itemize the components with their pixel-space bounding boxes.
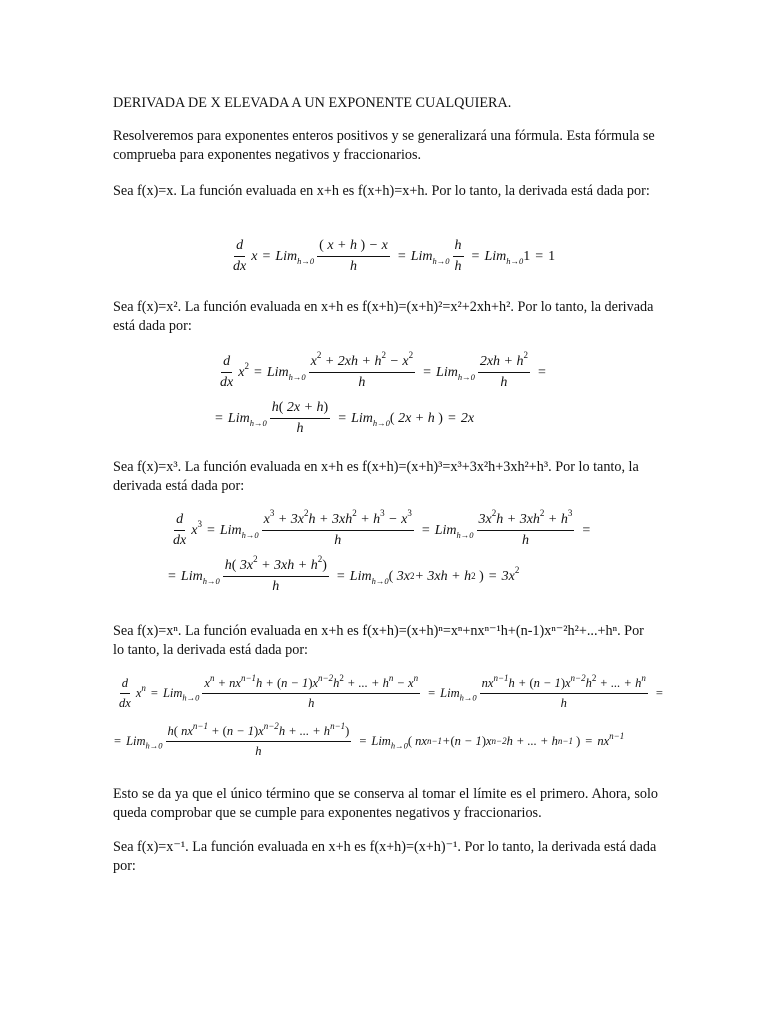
equation-power-2-line-2: = Lim$_{h\to 0}$ $\frac{h( 2x + h)}{h}$ = Lim$_{h\to 0}$ ( 2x + h ) = 2x xyxy=(215,400,475,436)
paragraph-power-3: Sea f(x)=x³. La función evaluada en x+h es f(x+h)=(x+h)³=x³+3x²h+3xh²+h³. Por lo tanto, la derivada está dada por: xyxy=(113,459,639,494)
equation-power-n-line-1: $\frac{d}{dx}$ $x^n$ = Lim$_{h\to 0}$ $\frac{x^n + nx^{n-1}h + (n - 1)x^{n-2}h^2 + ... + h^n - x^n}{h}$ = Lim$_{h\to 0}$ $\frac{nx^{n-1}h + (n - 1)x^{n-2}h^2 + ... + h^n}{h}$ = xyxy=(119,672,663,710)
equation-power-2-line-1: $\frac{d}{dx}$ $x^2$ = Lim$_{h\to 0}$ $\frac{x^2 + 2xh + h^2 - x^2}{h}$ = Lim$_{h\to 0}$ $\frac{2xh + h^2}{h}$ = xyxy=(220,350,546,390)
paragraph-power-n: Sea f(x)=xⁿ. La función evaluada en x+h es f(x+h)=(x+h)ⁿ=xⁿ+nxⁿ⁻¹h+(n-1)xⁿ⁻²h²+...+hⁿ. Por lo tanto, la derivada está dada por: xyxy=(113,623,644,658)
conclusion-paragraph: Esto se da ya que el único término que se conserva al tomar el límite es el primero. Ahora, solo queda comprobar que se cumple para exponentes negativos y fraccionarios. xyxy=(113,786,658,821)
intro-paragraph: Resolveremos para exponentes enteros positivos y se generalizará una fórmula. Esta fórmula se comprueba para exponentes negativos y fraccionarios. xyxy=(113,128,655,163)
equation-power-n-line-2: = Lim$_{h\to 0}$ $\frac{h( nx^{n-1} + (n - 1)x^{n-2}h + ... + h^{n-1})}{h}$ = Lim$_{h\to 0}$ ( nx $^{n-1}$ + ( n − 1 ) x $^{n-2}$ h + ... + h $^{n-1}$ ) = $nx^{n-1}$ xyxy=(114,720,625,758)
paragraph-power-1: Sea f(x)=x. La función evaluada en x+h es f(x+h)=x+h. Por lo tanto, la derivada está dada por: xyxy=(113,183,650,199)
paragraph-power-2: Sea f(x)=x². La función evaluada en x+h es f(x+h)=(x+h)²=x²+2xh+h². Por lo tanto, la derivada está dada por: xyxy=(113,299,654,334)
paragraph-power-negative-1: Sea f(x)=x⁻¹. La función evaluada en x+h es f(x+h)=(x+h)⁻¹. Por lo tanto, la derivada está dada por: xyxy=(113,839,657,874)
equation-power-1: $\frac{d}{dx}$ x = Lim$_{h\to 0}$ $\frac{( x + h ) - x}{h}$ = Lim$_{h\to 0}$ $\frac{h}{h}$ = Lim$_{h\to 0}$ 1 = 1 xyxy=(233,238,556,274)
document-title: DERIVADA DE X ELEVADA A UN EXPONENTE CUALQUIERA. xyxy=(113,95,512,111)
equation-power-3-line-1: $\frac{d}{dx}$ $x^3$ = Lim$_{h\to 0}$ $\frac{x^3 + 3x^2h + 3xh^2 + h^3 - x^3}{h}$ = Lim$_{h\to 0}$ $\frac{3x^2h + 3xh^2 + h^3}{h}$ = xyxy=(173,508,591,548)
equation-power-3-line-2: = Lim$_{h\to 0}$ $\frac{h( 3x^2 + 3xh + h^2)}{h}$ = Lim$_{h\to 0}$ ( 3x $^2$ + 3xh + h $^2$ ) = $3x^2$ xyxy=(168,554,520,594)
